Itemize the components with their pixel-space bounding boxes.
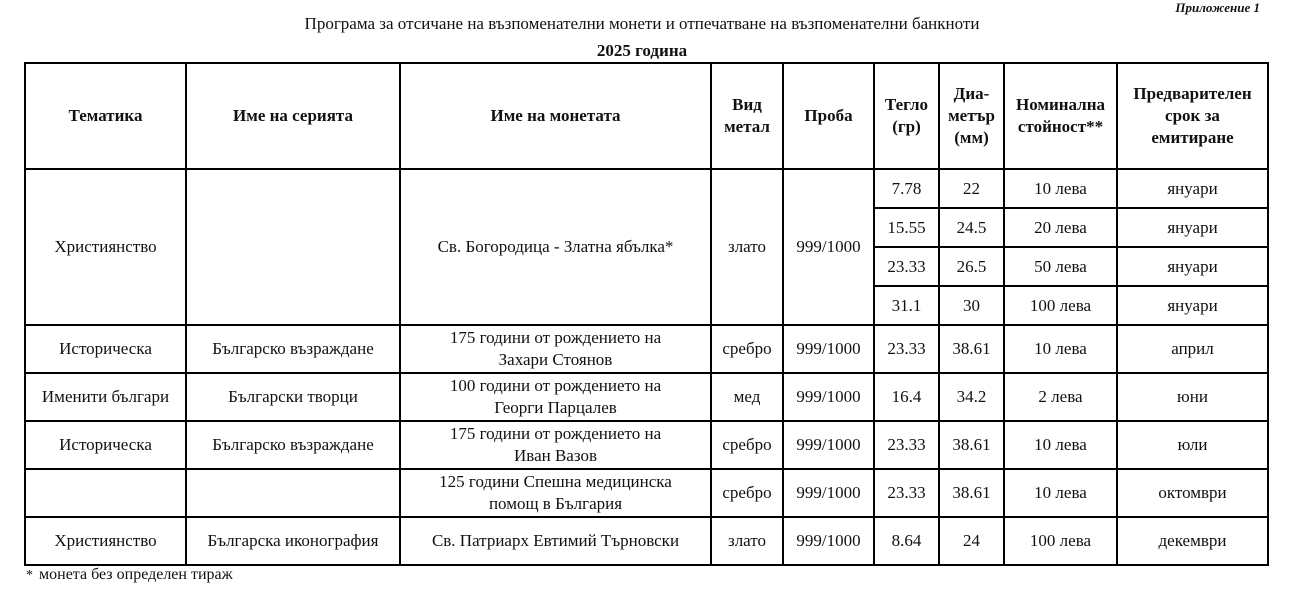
cell-issue: януари	[1117, 247, 1268, 286]
cell-issue: април	[1117, 325, 1268, 373]
annex-label: Приложение 1	[1175, 0, 1260, 15]
cell-issue: януари	[1117, 169, 1268, 208]
header-issue: Предварителен срок за емитиране	[1117, 63, 1268, 169]
cell-diameter: 22	[939, 169, 1004, 208]
table-row	[25, 421, 1268, 469]
cell-series: Български творци	[186, 373, 400, 421]
header-coin: Име на монетата	[400, 63, 711, 169]
header-fineness: Проба	[783, 63, 874, 169]
cell-nominal: 50 лева	[1004, 247, 1117, 286]
header-nominal: Номинална стойност**	[1004, 63, 1117, 169]
cell-series	[186, 469, 400, 517]
cell-weight: 16.4	[874, 373, 939, 421]
cell-coin: Св. Патриарх Евтимий Търновски	[400, 517, 711, 565]
cell-theme: Християнство	[25, 169, 186, 325]
cell-diameter: 24.5	[939, 208, 1004, 247]
footnote	[26, 566, 233, 584]
cell-weight: 31.1	[874, 286, 939, 325]
header-metal: Вид метал	[711, 63, 783, 169]
cell-diameter: 24	[939, 517, 1004, 565]
cell-fineness: 999/1000	[783, 421, 874, 469]
cell-weight: 7.78	[874, 169, 939, 208]
cell-issue: януари	[1117, 286, 1268, 325]
cell-fineness: 999/1000	[783, 325, 874, 373]
cell-diameter: 34.2	[939, 373, 1004, 421]
cell-diameter: 26.5	[939, 247, 1004, 286]
footnote-marker: *	[26, 568, 33, 583]
header-series: Име на серията	[186, 63, 400, 169]
cell-diameter: 38.61	[939, 325, 1004, 373]
cell-series: Българско възраждане	[186, 325, 400, 373]
cell-weight: 23.33	[874, 421, 939, 469]
cell-diameter: 38.61	[939, 469, 1004, 517]
cell-diameter: 30	[939, 286, 1004, 325]
cell-fineness: 999/1000	[783, 517, 874, 565]
table-row	[25, 169, 1268, 208]
cell-nominal: 10 лева	[1004, 421, 1117, 469]
cell-weight: 8.64	[874, 517, 939, 565]
cell-coin: 175 години от рождението на Захари Стоянов	[400, 325, 711, 373]
cell-metal: злато	[711, 517, 783, 565]
cell-coin: 100 години от рождението на Георги Парцалев	[400, 373, 711, 421]
cell-issue: януари	[1117, 208, 1268, 247]
cell-nominal: 10 лева	[1004, 469, 1117, 517]
table-row	[25, 517, 1268, 565]
cell-coin: Св. Богородица - Златна ябълка*	[400, 169, 711, 325]
footnote-text: монета без определен тираж	[39, 566, 233, 583]
cell-issue: юни	[1117, 373, 1268, 421]
cell-series	[186, 169, 400, 325]
cell-metal: сребро	[711, 421, 783, 469]
cell-metal: мед	[711, 373, 783, 421]
header-weight: Тегло (гр)	[874, 63, 939, 169]
cell-weight: 23.33	[874, 247, 939, 286]
cell-issue: декември	[1117, 517, 1268, 565]
cell-series: Българска иконография	[186, 517, 400, 565]
cell-series: Българско възраждане	[186, 421, 400, 469]
coin-program-table	[24, 62, 1269, 566]
header-row	[25, 63, 1268, 169]
cell-theme: Именити българи	[25, 373, 186, 421]
cell-theme: Историческа	[25, 325, 186, 373]
cell-weight: 15.55	[874, 208, 939, 247]
document-title: Програма за отсичане на възпоменателни монети и отпечатване на възпоменателни банкноти	[304, 14, 980, 33]
cell-diameter: 38.61	[939, 421, 1004, 469]
cell-theme: Историческа	[25, 421, 186, 469]
cell-metal: злато	[711, 169, 783, 325]
cell-fineness: 999/1000	[783, 469, 874, 517]
header-diameter: Диа- метър (мм)	[939, 63, 1004, 169]
cell-nominal: 10 лева	[1004, 325, 1117, 373]
cell-theme	[25, 469, 186, 517]
cell-metal: сребро	[711, 469, 783, 517]
cell-nominal: 100 лева	[1004, 517, 1117, 565]
cell-nominal: 10 лева	[1004, 169, 1117, 208]
cell-nominal: 20 лева	[1004, 208, 1117, 247]
cell-coin: 125 години Спешна медицинска помощ в България	[400, 469, 711, 517]
cell-issue: октомври	[1117, 469, 1268, 517]
cell-fineness: 999/1000	[783, 373, 874, 421]
cell-weight: 23.33	[874, 325, 939, 373]
table-row	[25, 325, 1268, 373]
table-row	[25, 469, 1268, 517]
cell-nominal: 100 лева	[1004, 286, 1117, 325]
header-theme: Тематика	[25, 63, 186, 169]
document-year: 2025 година	[596, 41, 688, 60]
cell-weight: 23.33	[874, 469, 939, 517]
cell-fineness: 999/1000	[783, 169, 874, 325]
cell-coin: 175 години от рождението на Иван Вазов	[400, 421, 711, 469]
cell-metal: сребро	[711, 325, 783, 373]
cell-issue: юли	[1117, 421, 1268, 469]
cell-nominal: 2 лева	[1004, 373, 1117, 421]
table-row	[25, 373, 1268, 421]
cell-theme: Християнство	[25, 517, 186, 565]
